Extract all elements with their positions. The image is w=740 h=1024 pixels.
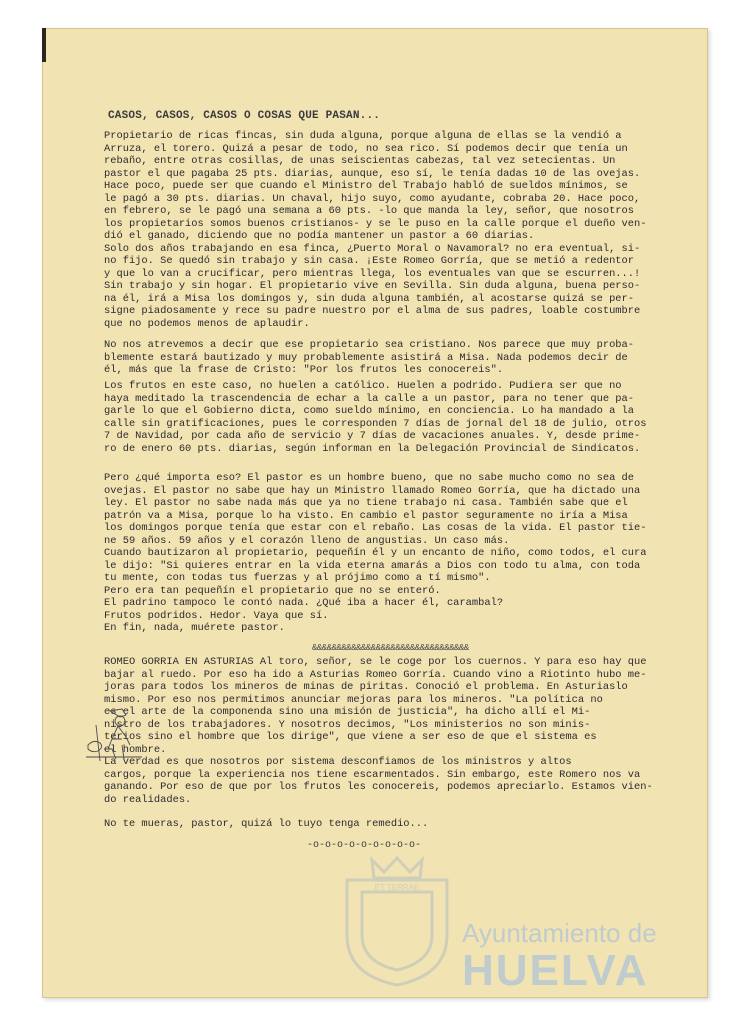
text-line: es el arte de la componenda sino una misión de justicia", ha dicho allí el Mi- <box>104 706 591 718</box>
watermark-ayuntamiento: Ayuntamiento de <box>462 918 657 948</box>
text-line: El padrino tampoco le contó nada. ¿Qué iba a hacer él, carambal? <box>104 597 504 609</box>
text-line: que no podemos menos de aplaudir. <box>104 317 310 330</box>
text-line: y que lo van a crucificar, pero mientras llega, los eventuales van que se escurren...! <box>104 267 641 280</box>
paragraph-propietario <box>104 130 694 330</box>
text-line: los propietarios somos buenos cristianos- y se le puso en la calle porque el dueño ven- <box>104 217 647 230</box>
text-line: terios sino el hombre que los dirige", que viene a ser eso de que el sistema es <box>104 731 597 743</box>
text-line: blemente estará bautizado y muy probablemente asistirá a Misa. Nada podemos decir de <box>104 351 628 364</box>
paragraph-los-frutos <box>104 380 694 455</box>
text-line: Los frutos en este caso, no huelen a católico. Huelen a podrido. Pudiera ser que no <box>104 380 622 392</box>
document-title: CASOS, CASOS, CASOS O COSAS QUE PASAN... <box>108 110 381 122</box>
seal-text: ET TERRAE <box>374 883 420 892</box>
text-line: calle sin gratificaciones, pues le corresponden 7 días de jornal del 18 de julio, otros <box>104 417 647 430</box>
text-line: mismo. Por eso nos permitimos anunciar mejoras para los mineros. "La política no <box>104 693 603 706</box>
text-line: Sin trabajo y sin hogar. El propietario vive en Sevilla. Sin duda alguna, buena perso- <box>104 280 641 292</box>
text-line: do realidades. <box>104 793 192 806</box>
text-line: haya meditado la trascendencia de echar a la calle a un pastor, para no tener que pa- <box>104 392 635 405</box>
text-line: garle lo que el Gobierno dicta, como sueldo mínimo, en conciencia. Lo ha mandado a la <box>104 405 635 417</box>
text-line: rebaño, entre otras cosillas, de unas seiscientas cabezas, tal vez setecientas. Un <box>104 155 616 167</box>
text-line: Frutos podridos. Hedor. Vaya que sí. <box>104 609 329 622</box>
paragraph-pero-que-importa <box>104 472 694 635</box>
text-line: bajar al ruedo. Por eso ha ido a Asturias Romeo Gorría. Cuando vino a Riotinto hubo me- <box>104 668 647 681</box>
paragraph-romeo-gorria-asturias <box>104 656 694 806</box>
closing-text: No te mueras, pastor, quizá lo tuyo tenga remedio... <box>104 818 429 830</box>
text-line: Hace poco, puede ser que cuando el Ministro del Trabajo habló de sueldos mínimos, se <box>104 180 628 192</box>
text-line: La verdad es que nosotros por sistema desconfiamos de los ministros y altos <box>104 756 572 768</box>
text-line: joras para todos los mineros de minas de piritas. Conoció el problema. En Asturiaslo <box>104 681 628 693</box>
text-line: los domingos porque tenía que estar con el rebaño. Las cosas de la vida. El pastor tie- <box>104 522 647 534</box>
text-line: ganando. Por eso de que por los frutos les conocereis, podemos apreciarlo. Estamos vien- <box>104 781 653 793</box>
text-line: el hombre. <box>104 743 167 756</box>
text-line: le dijo: "Si quieres entrar en la vida eterna amarás a Dios con todo tu alma, con toda <box>104 559 641 572</box>
shepherd-sketch-icon <box>82 705 152 765</box>
text-line: Propietario de ricas fincas, sin duda alguna, porque alguna de ellas se la vendió a <box>104 130 622 142</box>
text-line: dió el ganado, diciendo que no podía mantener un pastor a 60 diarias. <box>104 230 535 242</box>
text-line: pastor el que pagaba 25 pts. diarias, aunque, eso sí, le tenía dadas 10 de las ovejas. <box>104 167 641 180</box>
text-line: no fijo. Se quedó sin trabajo y sin casa. ¡Este Romeo Gorría, que se metió a redentor <box>104 255 635 267</box>
text-line: le pagó a 30 pts. diarias. Un chaval, hijo suyo, como ayudante, cobraba 20. Hace poco, <box>104 192 641 205</box>
text-line: Arruza, el torero. Quizá a pesar de todo, no sea rico. Sí podemos decir que tenía un <box>104 142 628 155</box>
text-line: No nos atrevemos a decir que ese propietario sea cristiano. Nos parece que muy proba- <box>104 339 635 351</box>
text-line: 7 de Navidad, por cada año de servicio y 7 días de vacaciones anuales. Y, desde prime- <box>104 430 641 442</box>
watermark-huelva: HUELVA <box>462 946 649 995</box>
end-mark: -o-o-o-o-o-o-o-o-o- <box>307 840 422 851</box>
text-line: cargos, porque la experiencia nos tiene escarmentados. Sin embargo, este Romero nos va <box>104 768 641 781</box>
text-line: patrón va a Misa, porque lo ha visto. En cambio el pastor seguramente no iría a Misa <box>104 509 628 522</box>
text-line: ro de enero 60 pts. diarias, según informan en la Delegación Provincial de Sindicatos. <box>104 442 641 455</box>
separator-line: &&&&&&&&&&&&&&&&&&&&&&&&&&&&&&&& <box>312 643 469 653</box>
text-line: signe piadosamente y rece su padre nuestro por el alma de sus padres, loable costumbre <box>104 305 641 317</box>
text-line: él, más que la frase de Cristo: "Por los frutos les conocereis". <box>104 364 504 376</box>
closing-line <box>104 818 694 831</box>
text-line: En fin, nada, muérete pastor. <box>104 622 285 634</box>
text-line: nistro de los trabajadores. Y nosotros decimos, "Los ministerios no son minis- <box>104 718 591 731</box>
city-seal-watermark-icon <box>332 850 462 990</box>
text-line: na él, irá a Misa los domingos y, sin duda alguna también, al acostarse quizá se per- <box>104 292 635 305</box>
paragraph-no-nos-atrevemos <box>104 339 694 377</box>
text-line: en febrero, se le pagó una semana a 60 pts. -lo que manda la ley, señor, que nosotros <box>104 205 635 217</box>
document-sheet <box>42 28 708 998</box>
text-line: Pero ¿qué importa eso? El pastor es un hombre bueno, que no sabe mucho como no sea de <box>104 472 635 484</box>
text-line: Solo dos años trabajando en esa finca, ¿Puerto Moral o Navamoral? no era eventual, si- <box>104 242 641 255</box>
text-line: Cuando bautizaron al propietario, pequeñín él y un encanto de niño, como todos, el cura <box>104 547 647 559</box>
text-line: ley. El pastor no sabe nada más que ya no tiene trabajo ni casa. También sabe que el <box>104 497 628 509</box>
text-line: ROMEO GORRIA EN ASTURIAS Al toro, señor, se le coge por los cuernos. Y para eso hay que <box>104 656 647 668</box>
text-line: tu mente, con todas tus fuerzas y al prójimo como a tí mismo". <box>104 572 491 584</box>
text-line: ne 59 años. 59 años y el corazón lleno de angustias. Un caso más. <box>104 534 510 547</box>
text-line: Pero era tan pequeñín el propietario que no se enteró. <box>104 584 441 597</box>
text-line: ovejas. El pastor no sabe que hay un Ministro llamado Romeo Gorría, que ha dictado una <box>104 484 641 497</box>
